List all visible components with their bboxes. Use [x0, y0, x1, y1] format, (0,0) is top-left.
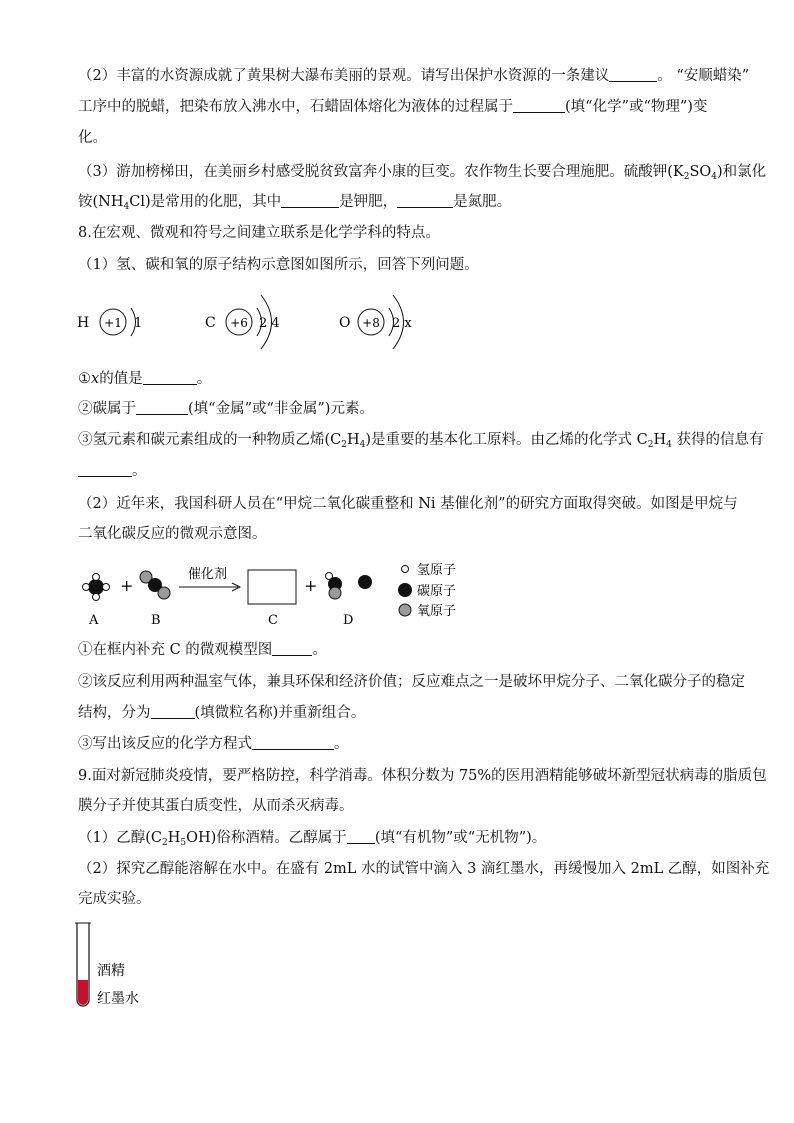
- answer-box-c[interactable]: [248, 570, 296, 604]
- q8-sub2-line1: （2）近年来，我国科研人员在“甲烷二氧化碳重整和 Ni 基催化剂”的研究方面取得突破。如图是甲烷与: [78, 496, 738, 512]
- q8-title: 8.在宏观、微观和符号之间建立联系是化学学科的特点。: [78, 225, 440, 241]
- answer-blank[interactable]: [397, 193, 453, 208]
- svg-text:红墨水: 红墨水: [97, 991, 139, 1007]
- q7-part2-line3: 化。: [78, 130, 107, 146]
- answer-blank[interactable]: [143, 370, 197, 385]
- svg-text:碳原子: 碳原子: [417, 584, 457, 599]
- svg-text:+: +: [304, 576, 318, 595]
- hydrogen-atom: [77, 308, 142, 336]
- answer-blank[interactable]: [609, 67, 657, 82]
- svg-text:O: O: [339, 315, 351, 331]
- red-ink-liquid: [78, 980, 88, 1005]
- svg-text:+1: +1: [104, 316, 122, 330]
- test-tube-diagram: [70, 920, 180, 1012]
- svg-text:+: +: [120, 576, 134, 595]
- reaction-micro-diagram: [75, 560, 475, 632]
- answer-blank[interactable]: [281, 193, 339, 208]
- reaction-arrow: [179, 566, 240, 591]
- test-tube-icon: [75, 923, 91, 1006]
- answer-blank[interactable]: [347, 829, 375, 844]
- q8-2-2-line2: 结构，分为 (填微粒名称)并重新组合。: [78, 705, 366, 721]
- q8-1-1: ①x的值是 。: [78, 371, 212, 387]
- q9-title-line2: 膜分子并使其蛋白质变性，从而杀灭病毒。: [78, 798, 354, 814]
- atom-structure-diagram: [70, 285, 430, 365]
- atom-legend: [398, 563, 456, 619]
- q8-1-3: ③氢元素和碳元素组成的一种物质乙烯$(C_2H_4)$是重要的基本化工原料。由乙烯的化学式 $C_2H_4$ 获得的信息有: [78, 432, 764, 450]
- answer-blank[interactable]: [78, 462, 132, 477]
- q7-part3-line2: 铵$(NH_4Cl)$是常用的化肥，其中 是钾肥， 是氮肥。: [78, 194, 512, 212]
- q8-2-1: ①在框内补充 C 的微观模型图 。: [78, 642, 327, 658]
- q9-sub1: （1）乙醇$(C_2H_5OH)$俗称酒精。乙醇属于 (填“有机物”或“无机物”)。: [78, 830, 547, 848]
- svg-text:H: H: [77, 315, 90, 331]
- q8-2-2-line1: ②该反应利用两种温室气体，兼具环保和经济价值；反应难点之一是破坏甲烷分子、二氧化碳分子的稳定: [78, 674, 745, 690]
- answer-blank[interactable]: [252, 735, 334, 750]
- svg-text:催化剂: 催化剂: [188, 567, 228, 582]
- answer-blank[interactable]: [136, 400, 188, 415]
- answer-blank[interactable]: [151, 704, 195, 719]
- carbon-atom: [205, 295, 280, 349]
- answer-blank[interactable]: [513, 98, 565, 113]
- svg-text:1: 1: [134, 316, 143, 331]
- q8-2-3: ③写出该反应的化学方程式 。: [78, 736, 349, 752]
- svg-text:+6: +6: [230, 316, 248, 330]
- q9-sub2-line2: 完成实验。: [78, 891, 151, 907]
- svg-text:2 x: 2 x: [392, 316, 412, 331]
- svg-text:+8: +8: [362, 316, 380, 330]
- molecule-a-methane: [83, 574, 110, 629]
- q8-1-3-cont: 。: [78, 462, 147, 480]
- q9-sub2-line1: （2）探究乙醇能溶解在水中。在盛有 2mL 水的试管中滴入 3 滴红墨水，再缓慢加入 2mL 乙醇，如图补充: [78, 861, 770, 877]
- svg-text:氧原子: 氧原子: [417, 604, 457, 619]
- answer-blank[interactable]: [272, 641, 312, 656]
- svg-text:2 4: 2 4: [259, 316, 280, 331]
- svg-text:C: C: [268, 613, 278, 628]
- q8-1-2: ②碳属于 (填“金属”或“非金属”)元素。: [78, 401, 374, 417]
- q7-part3-line1: （3）游加榜梯田，在美丽乡村感受脱贫致富奔小康的巨变。农作物生长要合理施肥。硫酸钾$(K_2SO_4)$和氯化: [78, 164, 767, 182]
- svg-text:B: B: [151, 613, 161, 628]
- svg-text:酒精: 酒精: [97, 963, 125, 979]
- svg-text:A: A: [89, 613, 99, 628]
- molecule-b-carbon-dioxide: [140, 571, 170, 628]
- oxygen-atom: [339, 295, 412, 349]
- svg-text:氢原子: 氢原子: [417, 563, 457, 578]
- q9-title-line1: 9.面对新冠肺炎疫情，要严格防控，科学消毒。体积分数为 75%的医用酒精能够破坏新型冠状病毒的脂质包: [78, 768, 767, 784]
- q8-sub1: （1）氢、碳和氧的原子结构示意图如图所示，回答下列问题。: [78, 257, 479, 273]
- q7-part2-line2: 工序中的脱蜡，把染布放入沸水中，石蜡固体熔化为液体的过程属于 (填“化学”或“物理”)变: [78, 99, 708, 115]
- molecule-d: [326, 573, 373, 629]
- q7-part2-line1: （2）丰富的水资源成就了黄果树大瀑布美丽的景观。请写出保护水资源的一条建议 。 “安顺蜡染”: [78, 68, 750, 84]
- svg-text:D: D: [343, 613, 354, 628]
- svg-text:C: C: [205, 315, 216, 331]
- q8-sub2-line2: 二氧化碳反应的微观示意图。: [78, 526, 267, 542]
